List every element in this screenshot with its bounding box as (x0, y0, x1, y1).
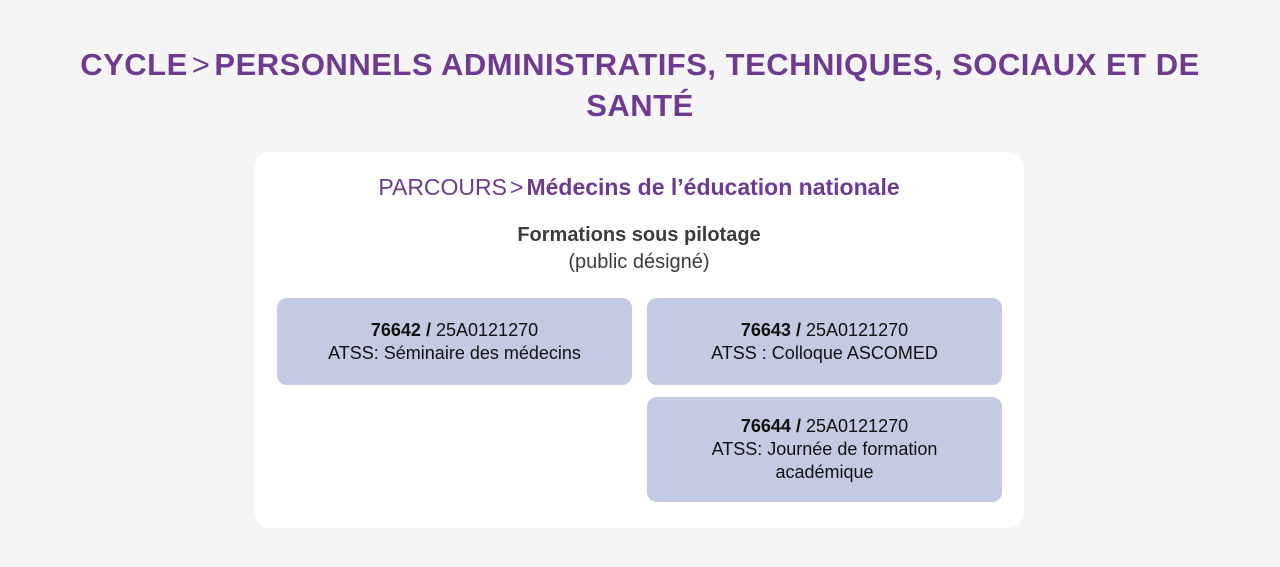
formation-id-line (297, 319, 612, 342)
formation-slash: / (425, 319, 431, 340)
section-heading (254, 222, 1024, 276)
formation-label: ATSS: Journée de formation académique (711, 439, 938, 482)
cycle-title: PERSONNELS ADMINISTRATIFS, TECHNIQUES, SOCIAUX ET DE SANTÉ (214, 47, 1200, 123)
formation-ref: 25A0121270 (806, 319, 909, 340)
formation-ref: 25A0121270 (436, 319, 539, 340)
section-subtitle: (public désigné) (568, 251, 710, 273)
parcours-separator: > (510, 174, 524, 200)
formation-id-line (687, 415, 962, 438)
formation-label: ATSS : Colloque ASCOMED (711, 342, 938, 363)
formation-label: ATSS: Séminaire des médecins (328, 342, 581, 363)
parcours-label: PARCOURS (378, 174, 507, 200)
section-title: Formations sous pilotage (517, 224, 761, 246)
breadcrumb-separator: > (191, 47, 211, 82)
formation-slash: / (795, 319, 801, 340)
formation-box-76643[interactable] (647, 298, 1002, 385)
formation-ref: 25A0121270 (806, 416, 909, 436)
formation-box-76642[interactable] (277, 298, 632, 385)
cycle-label: CYCLE (80, 47, 188, 82)
formation-id-line (667, 319, 982, 342)
formation-code: 76644 (740, 416, 791, 436)
formation-code: 76642 (370, 319, 421, 340)
parcours-title: Médecins de l’éducation nationale (526, 174, 900, 200)
formation-box-76644[interactable] (647, 397, 1002, 502)
parcours-heading (254, 172, 1024, 202)
parcours-card (254, 152, 1024, 528)
page-title (40, 44, 1240, 126)
formation-slash: / (795, 416, 801, 436)
formation-code: 76643 (740, 319, 791, 340)
